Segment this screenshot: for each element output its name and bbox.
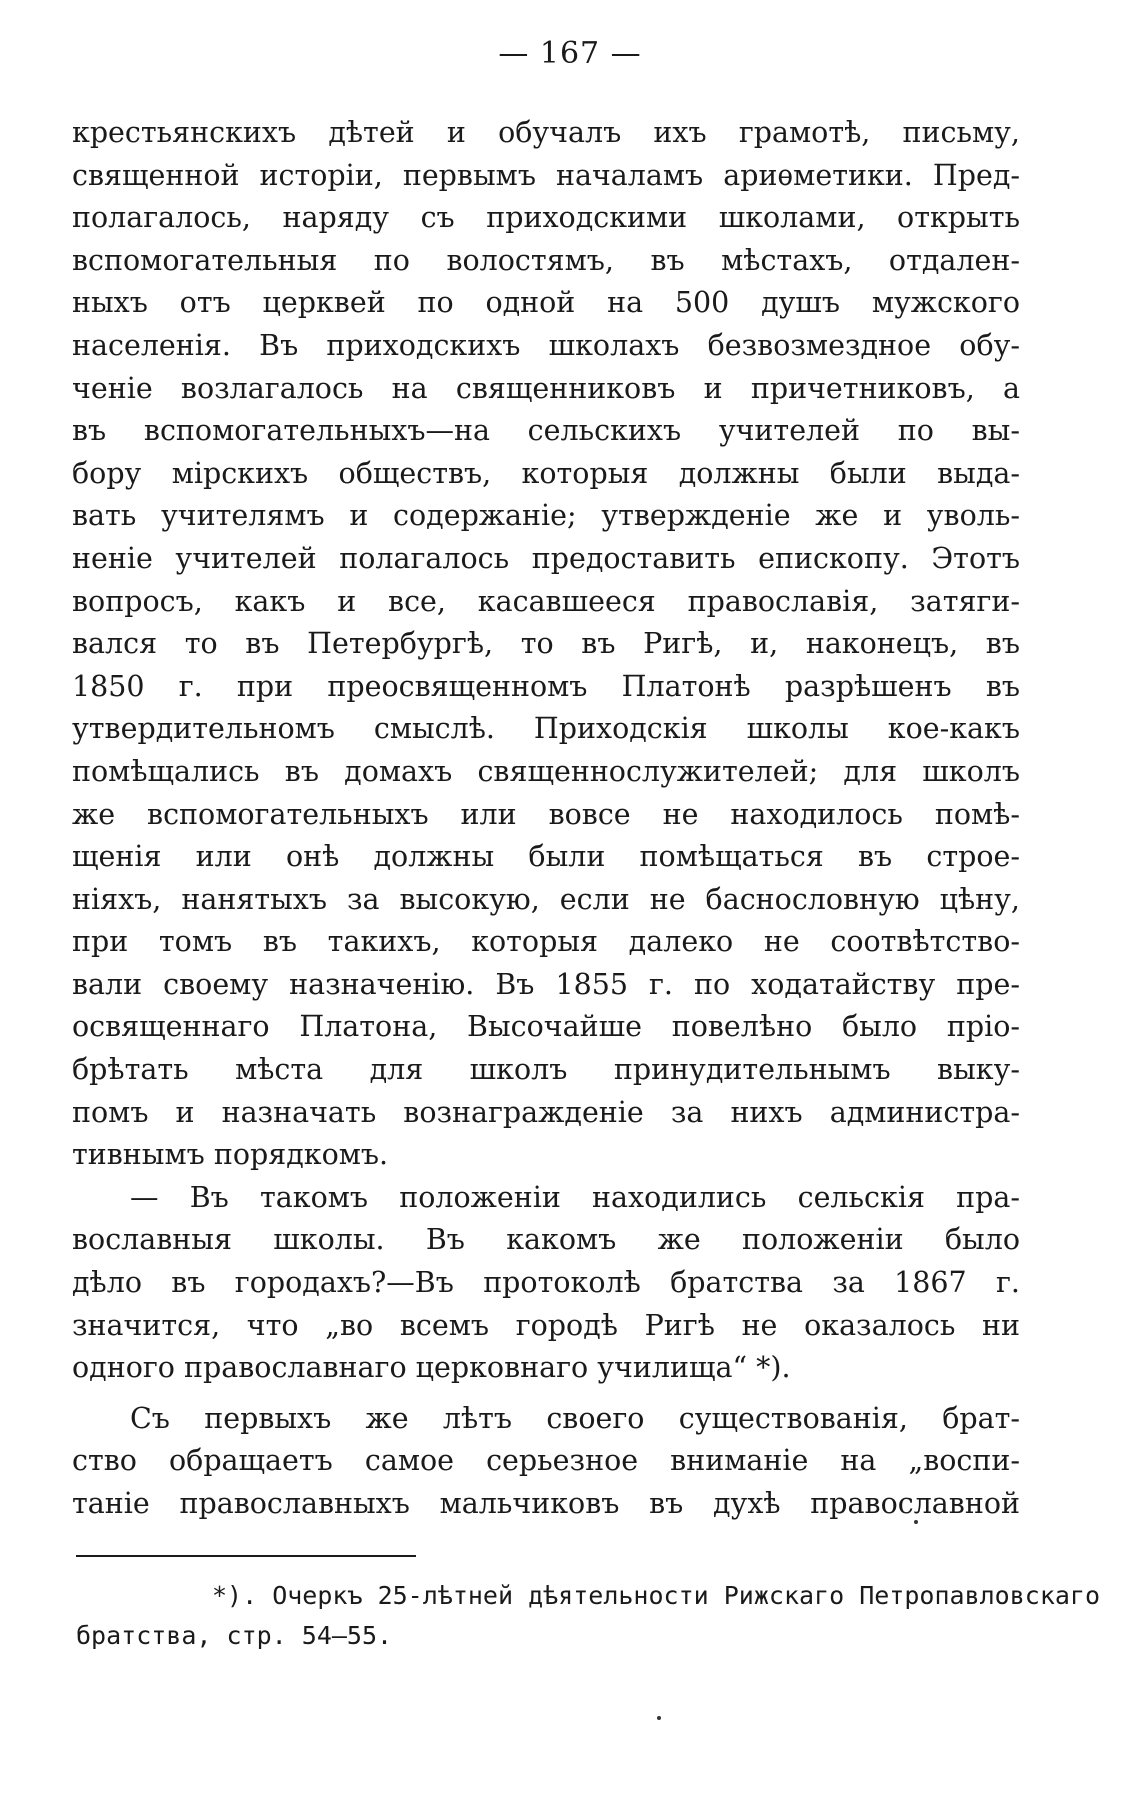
- page-number: — 167 —: [498, 36, 642, 71]
- text-line: вался то въ Петербургѣ, то въ Ригѣ, и, наконецъ, въ: [72, 627, 1020, 661]
- text-line: утвердительномъ смыслѣ. Приходскія школы кое-какъ: [72, 712, 1020, 746]
- text-line: дѣло въ городахъ?—Въ протоколѣ братства за 1867 г.: [72, 1266, 1020, 1300]
- text-line: ченіе возлагалось на священниковъ и причетниковъ, а: [72, 371, 1020, 405]
- text-line: вославныя школы. Въ какомъ же положеніи было: [72, 1223, 1020, 1257]
- footnote: [76, 1576, 1101, 1656]
- print-speck: [657, 1716, 661, 1720]
- footnote-line: *). Очеркъ 25-лѣтней дѣятельности Рижскаго Петропавловскаго: [212, 1581, 1101, 1610]
- text-line: вспомогательныя по волостямъ, въ мѣстахъ, отдален-: [72, 243, 1020, 277]
- text-line: же вспомогательныхъ или вовсе не находилось помѣ-: [72, 797, 1020, 831]
- text-line: 1850 г. при преосвященномъ Платонѣ разрѣшенъ въ: [72, 669, 1020, 703]
- text-line: полагалось, наряду съ приходскими школами, открыть: [72, 201, 1020, 235]
- text-line: щенія или онѣ должны были помѣщаться въ строе-: [72, 840, 1020, 874]
- text-line: тивнымъ порядкомъ.: [72, 1138, 389, 1172]
- print-speck: [914, 1520, 918, 1524]
- text-line: вать учителямъ и содержаніе; утвержденіе же и уволь-: [72, 499, 1020, 533]
- text-line: значится, что „во всемъ городѣ Ригѣ не оказалось ни: [72, 1308, 1020, 1342]
- text-line: при томъ въ такихъ, которыя далеко не соотвѣтство-: [72, 925, 1020, 959]
- paragraph-start-line: Съ первыхъ же лѣтъ своего существованія, брат-: [130, 1401, 1020, 1435]
- footnote-divider: [76, 1555, 416, 1557]
- text-line: помѣщались въ домахъ священнослужителей; для школъ: [72, 754, 1020, 788]
- text-line: неніе учителей полагалось предоставить епископу. Этотъ: [72, 541, 1020, 575]
- text-line: крестьянскихъ дѣтей и обучалъ ихъ грамотѣ, письму,: [72, 116, 1020, 149]
- text-line: ніяхъ, нанятыхъ за высокую, если не баснословную цѣну,: [72, 882, 1020, 916]
- footnote-line: братства, стр. 54—55.: [76, 1621, 393, 1650]
- text-line: бору мірскихъ обществъ, которыя должны были выда-: [72, 456, 1020, 490]
- text-line: въ вспомогательныхъ—на сельскихъ учителей по вы-: [72, 414, 1020, 448]
- text-line: священной исторіи, первымъ началамъ ариѳметики. Пред-: [72, 158, 1020, 192]
- text-line: вали своему назначенію. Въ 1855 г. по ходатайству пре-: [72, 967, 1020, 1001]
- paragraph-start-line: — Въ такомъ положеніи находились сельскія пра-: [130, 1180, 1020, 1214]
- body-text: [72, 112, 1020, 1526]
- text-line: помъ и назначать вознагражденіе за нихъ администра-: [72, 1095, 1020, 1129]
- text-line: ныхъ отъ церквей по одной на 500 душъ мужского: [72, 286, 1020, 320]
- text-line: вопросъ, какъ и все, касавшееся православія, затяги-: [72, 584, 1020, 618]
- text-line: населенія. Въ приходскихъ школахъ безвозмездное обу-: [72, 328, 1020, 362]
- text-line: таніе православныхъ мальчиковъ въ духѣ православной: [72, 1487, 1020, 1520]
- text-line: брѣтать мѣста для школъ принудительнымъ выку-: [72, 1053, 1020, 1087]
- text-line: одного православнаго церковнаго училища“ *).: [72, 1351, 791, 1385]
- text-line: освященнаго Платона, Высочайше повелѣно было пріо-: [72, 1010, 1020, 1044]
- text-line: ство обращаетъ самое серьезное вниманіе на „воспи-: [72, 1444, 1020, 1478]
